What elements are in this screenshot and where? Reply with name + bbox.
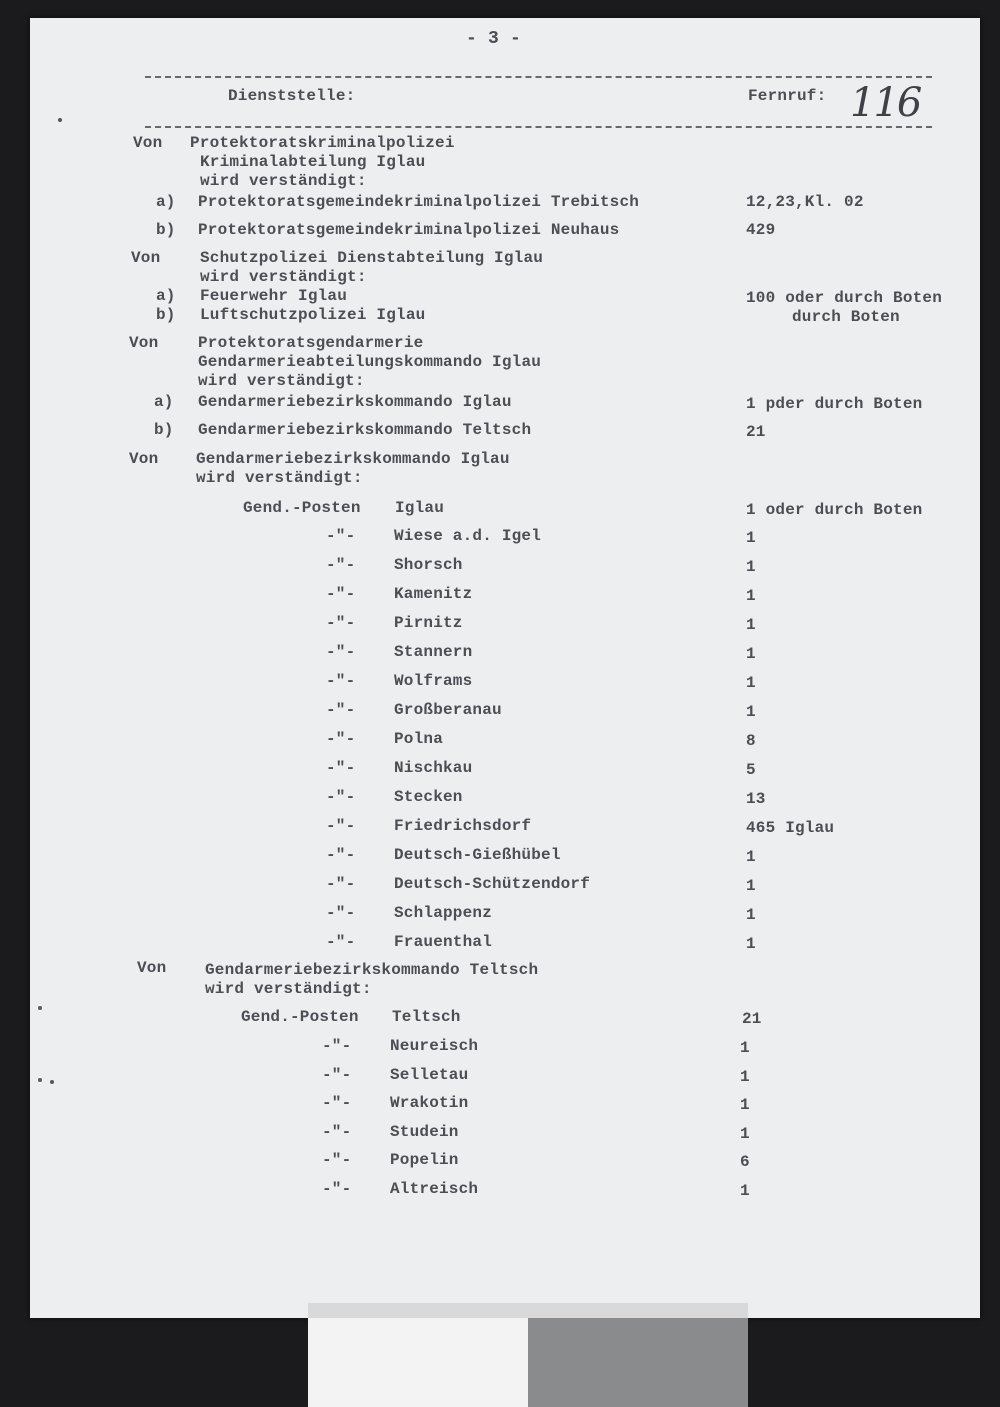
posten-phone: 21 [742, 1010, 762, 1028]
item-letter: b) [156, 221, 176, 239]
posten-name: Shorsch [394, 556, 463, 574]
item-letter: b) [154, 421, 174, 439]
item-phone: 1 pder durch Boten [746, 395, 923, 413]
posten-name: Stecken [394, 788, 463, 806]
posten-name: Wiese a.d. Igel [394, 527, 542, 545]
ditto-mark: -"- [326, 904, 356, 922]
ditto-mark: -"- [326, 788, 356, 806]
notified-line: wird verständigt: [198, 372, 365, 390]
posten-name: Altreisch [390, 1180, 479, 1198]
ditto-mark: -"- [322, 1094, 352, 1113]
ditto-mark: -"- [326, 585, 356, 603]
posten-phone: 1 [746, 935, 756, 953]
authority-line: Kriminalabteilung Iglau [200, 153, 426, 171]
item-phone: 21 [746, 423, 766, 441]
posten-name: Pirnitz [394, 614, 463, 632]
von-label: Von [131, 249, 161, 267]
item-letter: a) [154, 393, 174, 411]
margin-speck [38, 1006, 42, 1010]
dienststelle-label: Dienststelle: [228, 87, 356, 105]
posten-phone: 1 [740, 1096, 750, 1115]
item-name: Protektoratsgemeindekriminalpolizei Neuhaus [198, 221, 620, 239]
posten-phone: 6 [740, 1153, 750, 1172]
posten-name: Popelin [390, 1151, 459, 1170]
posten-phone: 1 [746, 558, 756, 576]
notified-line: wird verständigt: [200, 172, 367, 190]
item-name: Gendarmeriebezirkskommando Iglau [198, 393, 512, 411]
fernruf-label: Fernruf: [748, 87, 827, 105]
item-name: Feuerwehr Iglau [200, 287, 348, 305]
ditto-mark: -"- [322, 1122, 352, 1141]
ditto-mark: -"- [326, 875, 356, 893]
posten-phone: 465 Iglau [746, 819, 835, 837]
posten-name: Friedrichsdorf [394, 817, 532, 835]
posten-phone: 1 [740, 1067, 750, 1086]
posten-name: Iglau [395, 499, 445, 517]
posten-name: Kamenitz [394, 585, 473, 603]
posten-name: Studein [390, 1122, 459, 1141]
von-label: Von [133, 134, 163, 152]
ditto-mark: -"- [326, 614, 356, 632]
authority-line: Gendarmeriebezirkskommando Iglau [196, 450, 510, 468]
posten-phone: 1 [746, 529, 756, 547]
authority-line: Protektoratsgendarmerie [198, 334, 424, 352]
ditto-mark: -"- [326, 556, 356, 574]
item-name: Luftschutzpolizei Iglau [200, 306, 426, 324]
header-top-rule [145, 76, 932, 78]
posten-name: Schlappenz [394, 904, 493, 922]
calibration-white-patch [308, 1318, 528, 1407]
ditto-mark: -"- [326, 701, 356, 719]
ditto-mark: -"- [322, 1037, 352, 1055]
posten-name: Frauenthal [394, 933, 493, 951]
posten-name: Wolframs [394, 672, 473, 690]
item-phone: durch Boten [792, 308, 900, 326]
ditto-mark: -"- [326, 933, 356, 951]
posten-name: Nischkau [394, 759, 473, 777]
margin-speck [58, 118, 62, 122]
authority-line: Gendarmerieabteilungskommando Iglau [198, 353, 542, 371]
posten-name: Selletau [390, 1065, 469, 1084]
posten-phone: 1 [740, 1182, 750, 1200]
posten-phone: 1 [740, 1124, 750, 1143]
ditto-mark: -"- [322, 1065, 352, 1084]
posten-name: Deutsch-Gießhübel [394, 846, 561, 864]
posten-phone: 8 [746, 732, 756, 750]
posten-phone: 1 [740, 1039, 750, 1057]
document-page [30, 18, 980, 1318]
item-letter: a) [156, 287, 176, 305]
notified-line: wird verständigt: [196, 469, 363, 487]
posten-phone: 1 [746, 877, 756, 895]
posten-name: Großberanau [394, 701, 502, 719]
ditto-mark: -"- [326, 527, 356, 545]
ditto-mark: -"- [322, 1180, 352, 1198]
von-label: Von [137, 959, 167, 977]
posten-phone: 1 [746, 587, 756, 605]
item-name: Protektoratsgemeindekriminalpolizei Trebitsch [198, 193, 640, 211]
von-label: Von [129, 450, 159, 468]
ditto-mark: -"- [326, 846, 356, 864]
posten-phone: 1 [746, 906, 756, 924]
item-letter: b) [156, 306, 176, 324]
authority-line: Schutzpolizei Dienstabteilung Iglau [200, 249, 544, 267]
calibration-strip [308, 1303, 748, 1318]
posten-name: Teltsch [392, 1008, 461, 1026]
ditto-mark: -"- [326, 730, 356, 748]
item-name: Gendarmeriebezirkskommando Teltsch [198, 421, 532, 439]
von-label: Von [129, 334, 159, 352]
handwritten-page-number: 116 [850, 80, 921, 126]
ditto-mark: -"- [326, 759, 356, 777]
posten-phone: 1 [746, 848, 756, 866]
posten-name: Deutsch-Schützendorf [394, 875, 591, 893]
authority-line: Protektoratskriminalpolizei [190, 134, 455, 152]
margin-speck [50, 1080, 54, 1084]
notified-line: wird verständigt: [200, 268, 367, 286]
header-bottom-rule [145, 126, 932, 128]
posten-name: Stannern [394, 643, 473, 661]
ditto-mark: -"- [326, 817, 356, 835]
authority-line: Gendarmeriebezirkskommando Teltsch [205, 961, 539, 979]
item-phone: 429 [746, 221, 776, 239]
posten-label: Gend.-Posten [243, 499, 361, 517]
posten-name: Wrakotin [390, 1094, 469, 1113]
page-number: - 3 - [466, 29, 522, 49]
posten-name: Polna [394, 730, 444, 748]
ditto-mark: -"- [326, 643, 356, 661]
ditto-mark: -"- [326, 672, 356, 690]
ditto-mark: -"- [322, 1151, 352, 1170]
posten-phone: 1 [746, 703, 756, 721]
posten-phone: 1 [746, 616, 756, 634]
posten-name: Neureisch [390, 1037, 479, 1055]
posten-phone: 1 [746, 645, 756, 663]
item-letter: a) [156, 193, 176, 211]
posten-phone: 5 [746, 761, 756, 779]
posten-phone: 1 oder durch Boten [746, 501, 923, 519]
notified-line: wird verständigt: [205, 980, 372, 998]
calibration-gray-patch [528, 1318, 748, 1407]
posten-phone: 13 [746, 790, 766, 808]
item-phone: 12,23,Kl. 02 [746, 193, 864, 211]
item-phone: 100 oder durch Boten [746, 289, 943, 307]
posten-label: Gend.-Posten [241, 1008, 359, 1026]
posten-phone: 1 [746, 674, 756, 692]
margin-speck [38, 1078, 42, 1082]
